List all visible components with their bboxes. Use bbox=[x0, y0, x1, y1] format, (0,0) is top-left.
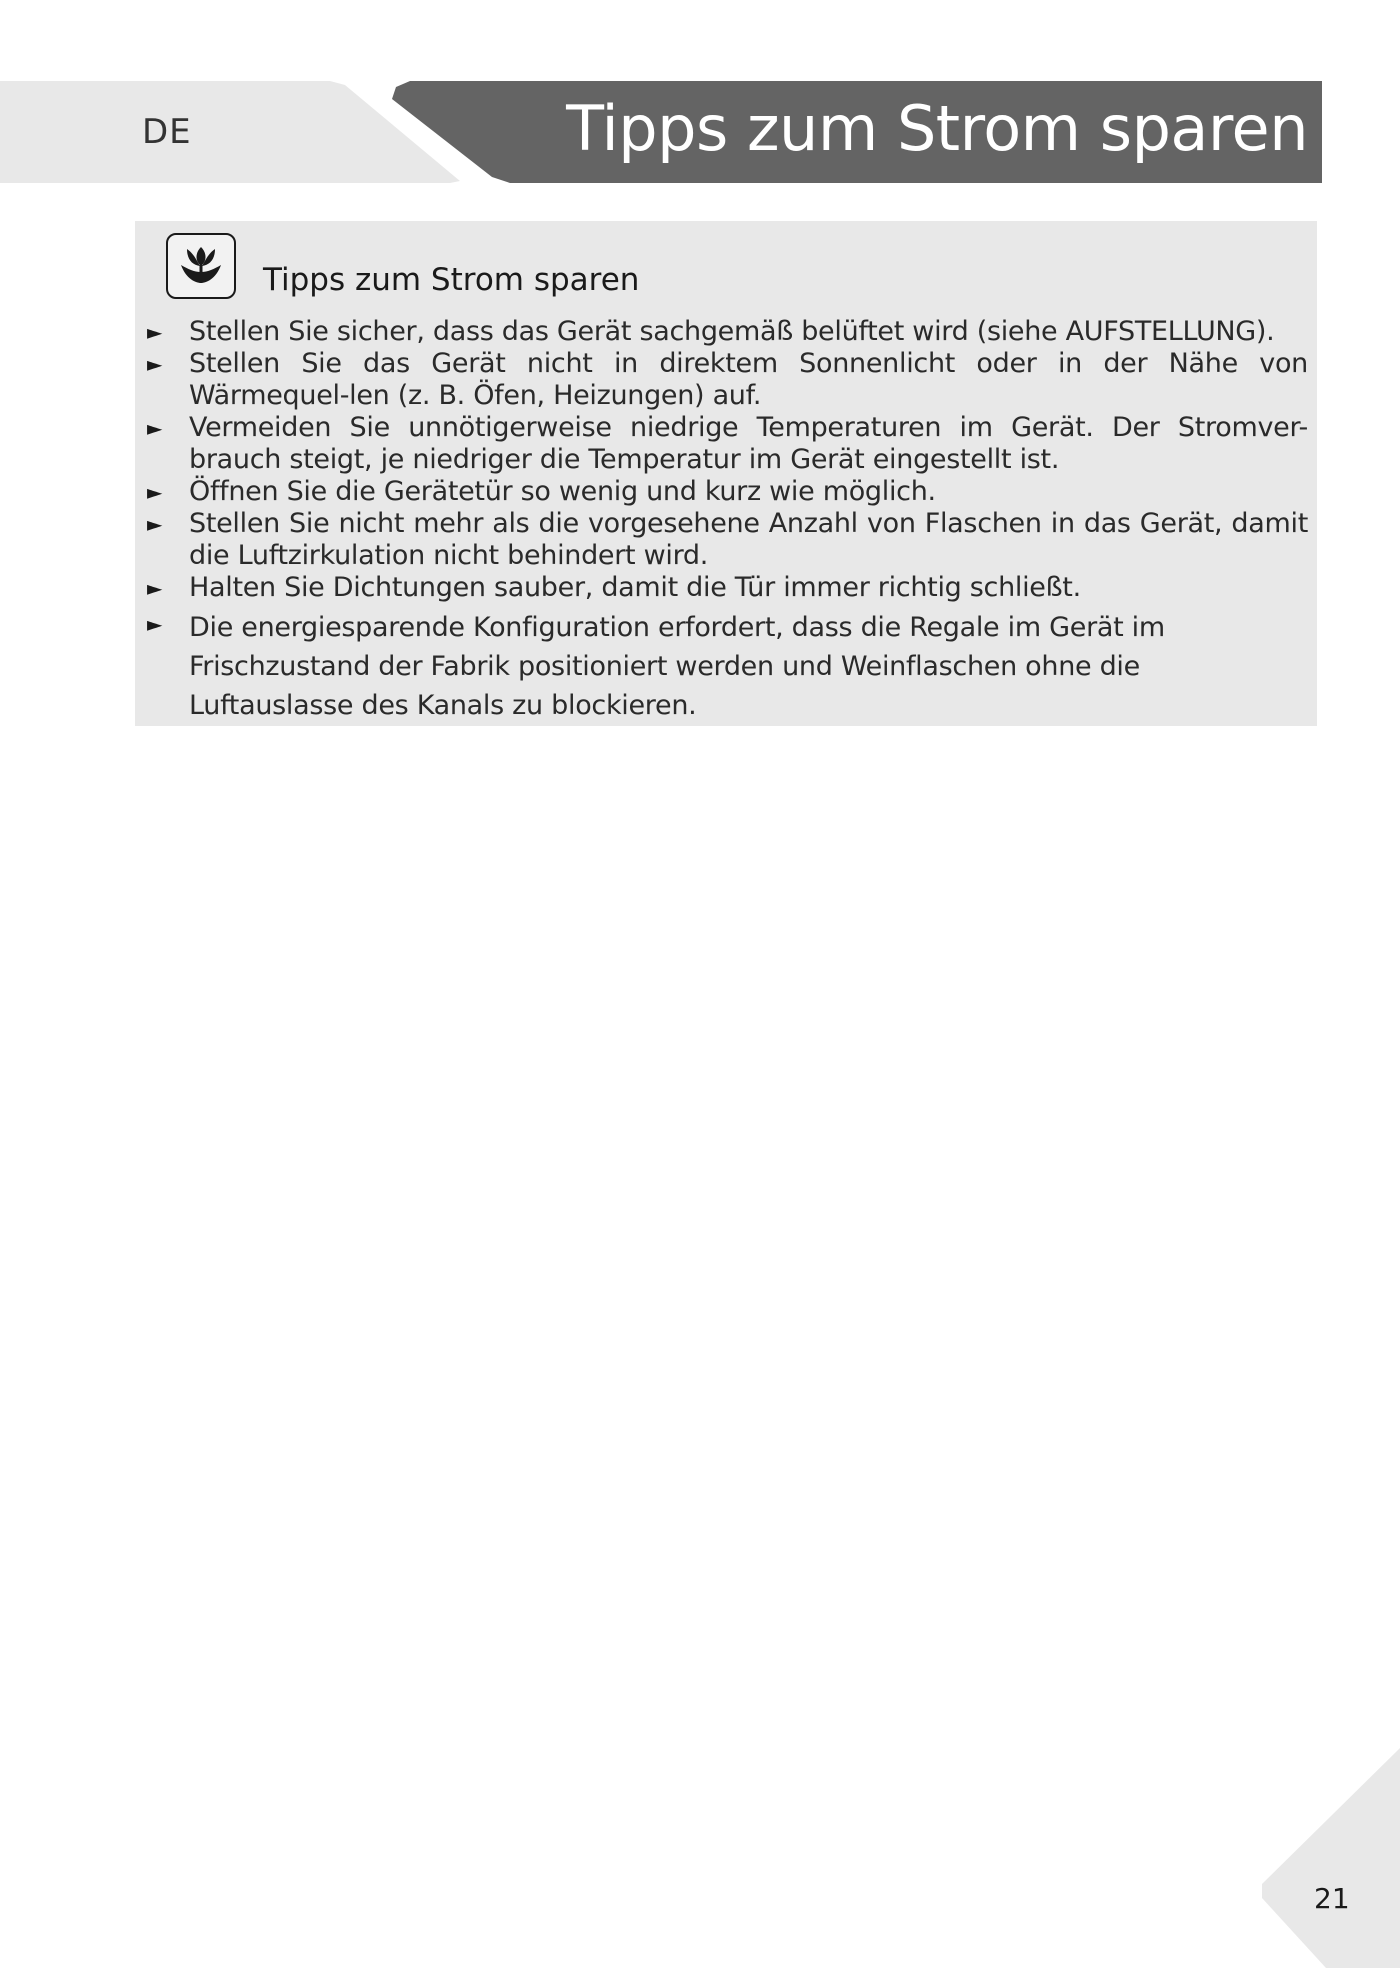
tip-text: Vermeiden Sie unnötigerweise niedrige Temperaturen im Gerät. Der Stromver-brauch steigt, je niedriger die Temperatur im Gerät eingestellt ist. bbox=[189, 412, 1308, 475]
header-language-tab bbox=[0, 81, 460, 183]
bullet-icon: ► bbox=[147, 480, 163, 504]
leaf-icon bbox=[166, 233, 236, 299]
list-item bbox=[143, 476, 1308, 508]
bullet-icon: ► bbox=[147, 416, 163, 440]
list-item bbox=[143, 608, 1308, 725]
tip-text: Halten Sie Dichtungen sauber, damit die Tür immer richtig schließt. bbox=[189, 572, 1081, 603]
bullet-icon: ► bbox=[147, 512, 163, 536]
leaf-icon-graphic bbox=[178, 245, 224, 287]
bullet-icon: ► bbox=[147, 352, 163, 376]
page-title: Tipps zum Strom sparen bbox=[566, 92, 1308, 165]
tip-text: Stellen Sie sicher, dass das Gerät sachgemäß belüftet wird (siehe AUFSTELLUNG). bbox=[189, 316, 1275, 347]
tip-text: Die energiesparende Konfiguration erfordert, dass die Regale im Gerät im Frischzustand der Fabrik positioniert werden und Weinflaschen ohne die Luftauslasse des Kanals zu blockieren. bbox=[189, 612, 1165, 721]
list-item bbox=[143, 348, 1308, 412]
tip-text: Öffnen Sie die Gerätetür so wenig und kurz wie möglich. bbox=[189, 476, 936, 507]
list-item bbox=[143, 316, 1308, 348]
tip-text: Stellen Sie das Gerät nicht in direktem Sonnenlicht oder in der Nähe von Wärmequel-len (z. B. Öfen, Heizungen) auf. bbox=[189, 348, 1308, 411]
tip-box-title: Tipps zum Strom sparen bbox=[263, 262, 640, 298]
language-label: DE bbox=[142, 112, 192, 152]
bullet-icon: ► bbox=[147, 576, 163, 600]
list-item bbox=[143, 508, 1308, 572]
page-corner-decoration bbox=[1256, 1748, 1400, 1968]
tip-text: Stellen Sie nicht mehr als die vorgesehene Anzahl von Flaschen in das Gerät, damit die Luftzirkulation nicht behindert wird. bbox=[189, 508, 1308, 571]
bullet-icon: ► bbox=[147, 612, 163, 636]
bullet-icon: ► bbox=[147, 320, 163, 344]
list-item bbox=[143, 572, 1308, 604]
list-item bbox=[143, 412, 1308, 476]
tip-list bbox=[143, 316, 1308, 725]
page-number: 21 bbox=[1314, 1882, 1350, 1915]
